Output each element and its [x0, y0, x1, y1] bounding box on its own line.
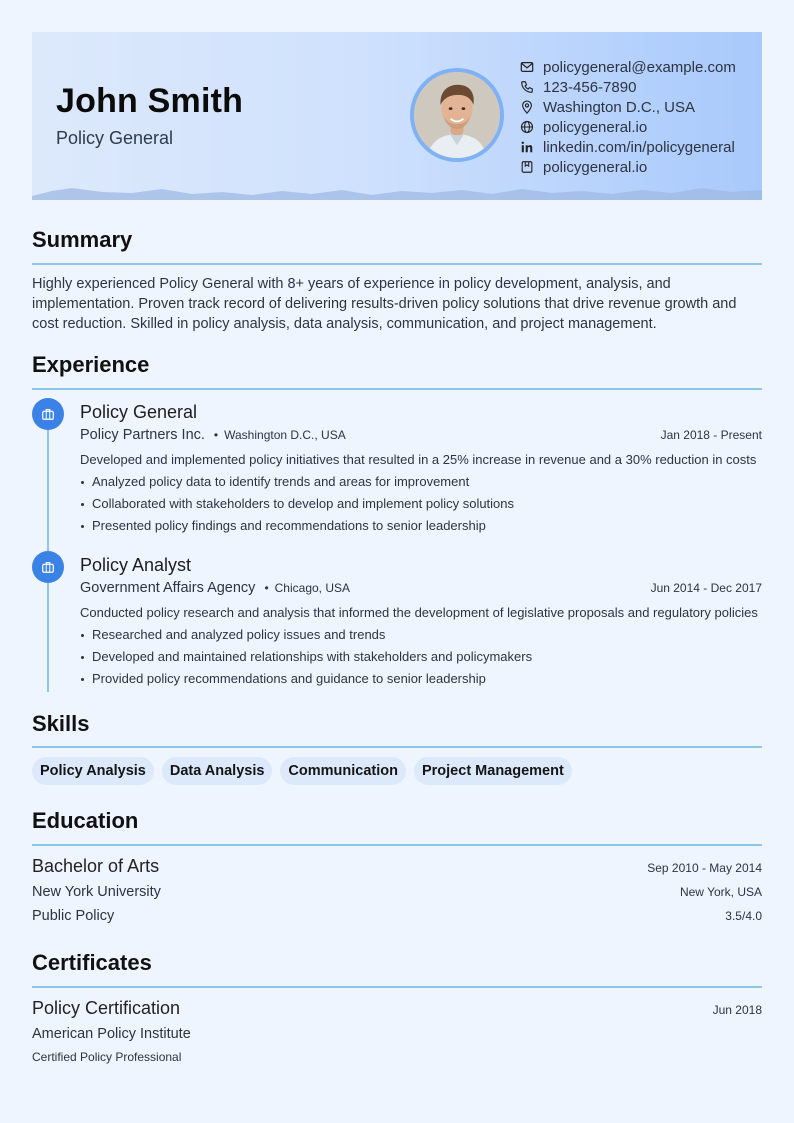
contact-location: [520, 97, 736, 117]
bookmark-icon: [520, 160, 534, 174]
skill-chip: Project Management: [414, 757, 572, 785]
job-description: Conducted policy research and analysis that informed the development of legislative proposals and regulatory policies: [80, 605, 758, 620]
job-company: Government Affairs Agency: [80, 580, 256, 596]
contact-email-text: policygeneral@example.com: [543, 58, 736, 76]
certificate-row: [32, 998, 762, 1019]
job-entry: [80, 553, 762, 690]
phone-icon: [520, 80, 534, 94]
job-entry: [80, 400, 762, 537]
certificate-date: Jun 2018: [712, 1003, 762, 1017]
job-description: Developed and implemented policy initiatives that resulted in a 25% increase in revenue and a 30% reduction in costs: [80, 452, 757, 467]
experience-heading: Experience: [32, 352, 150, 377]
profile-photo: [414, 72, 500, 158]
job-bullet: Analyzed policy data to identify trends and areas for improvement: [80, 471, 762, 493]
candidate-title: Policy General: [56, 128, 174, 148]
avatar: [410, 68, 504, 162]
contact-phone[interactable]: [520, 77, 736, 97]
job-company: Policy Partners Inc.: [80, 427, 205, 443]
contact-list: [520, 57, 736, 177]
job-role: Policy Analyst: [80, 555, 192, 575]
resume-header: [32, 32, 762, 200]
location-pin-icon: [520, 100, 534, 114]
contact-email[interactable]: [520, 57, 736, 77]
job-bullet: Provided policy recommendations and guidance to senior leadership: [80, 668, 762, 690]
job-role: Policy General: [80, 402, 198, 422]
skills-divider: [32, 746, 762, 748]
contact-location-text: Washington D.C., USA: [543, 98, 695, 116]
contact-portfolio-text: policygeneral.io: [543, 158, 648, 176]
education-field: Public Policy: [32, 908, 115, 924]
separator-dot: •: [264, 581, 269, 595]
job-dates: Jun 2014 - Dec 2017: [650, 581, 762, 595]
skill-chip: Policy Analysis: [32, 757, 154, 785]
contact-phone-text: 123-456-7890: [543, 78, 637, 96]
job-dates: Jan 2018 - Present: [660, 428, 762, 442]
certificate-name: Policy Certification: [32, 998, 181, 1018]
skills-list: [32, 757, 572, 785]
contact-portfolio[interactable]: [520, 157, 736, 177]
education-location: New York, USA: [679, 885, 762, 899]
briefcase-icon: [41, 560, 55, 574]
certificates-heading: Certificates: [32, 950, 152, 975]
contact-linkedin-text: linkedin.com/in/policygeneral: [543, 138, 735, 156]
summary-heading: Summary: [32, 227, 133, 252]
education-school: New York University: [32, 884, 161, 900]
education-dates: Sep 2010 - May 2014: [647, 861, 762, 875]
briefcase-icon: [41, 407, 55, 421]
education-school-row: [32, 884, 762, 900]
certificate-issuer: American Policy Institute: [32, 1026, 191, 1042]
job-bullet: Researched and analyzed policy issues and trends: [80, 624, 762, 646]
education-divider: [32, 844, 762, 846]
job-bullets: [80, 624, 762, 690]
education-degree-row: [32, 856, 762, 877]
skill-chip: Data Analysis: [162, 757, 273, 785]
summary-text: Highly experienced Policy General with 8+ years of experience in policy development, analysis, and implementation. Proven track record of delivering results-driven policy solutions that drive revenue growth and cost reduction. Skilled in policy analysis, data analysis, communication, and project management.: [32, 276, 737, 332]
job-1-marker: [32, 398, 64, 430]
separator-dot: •: [213, 428, 219, 442]
education-field-row: [32, 908, 762, 924]
certificates-divider: [32, 986, 762, 988]
experience-divider: [32, 388, 762, 390]
skill-chip: Communication: [280, 757, 406, 785]
job-bullets: [80, 471, 762, 537]
education-degree: Bachelor of Arts: [32, 856, 160, 876]
contact-website-text: policygeneral.io: [543, 118, 648, 136]
job-2-marker: [32, 551, 64, 583]
header-wave-decoration: [32, 184, 762, 200]
job-location: Chicago, USA: [274, 581, 351, 595]
job-bullet: Developed and maintained relationships with stakeholders and policymakers: [80, 646, 762, 668]
job-bullet: Collaborated with stakeholders to develop and implement policy solutions: [80, 493, 762, 515]
candidate-name: John Smith: [56, 82, 244, 120]
certificate-detail: Certified Policy Professional: [32, 1050, 182, 1064]
education-gpa: 3.5/4.0: [725, 909, 762, 923]
globe-icon: [520, 120, 534, 134]
certificate-detail-row: [32, 1050, 762, 1064]
summary-divider: [32, 263, 762, 265]
contact-website[interactable]: [520, 117, 736, 137]
contact-linkedin[interactable]: [520, 137, 736, 157]
education-heading: Education: [32, 808, 139, 833]
job-location: Washington D.C., USA: [224, 428, 346, 442]
job-bullet: Presented policy findings and recommendations to senior leadership: [80, 515, 762, 537]
skills-heading: Skills: [32, 711, 90, 736]
mail-icon: [520, 60, 534, 74]
certificate-issuer-row: [32, 1026, 762, 1042]
linkedin-icon: [520, 140, 534, 154]
